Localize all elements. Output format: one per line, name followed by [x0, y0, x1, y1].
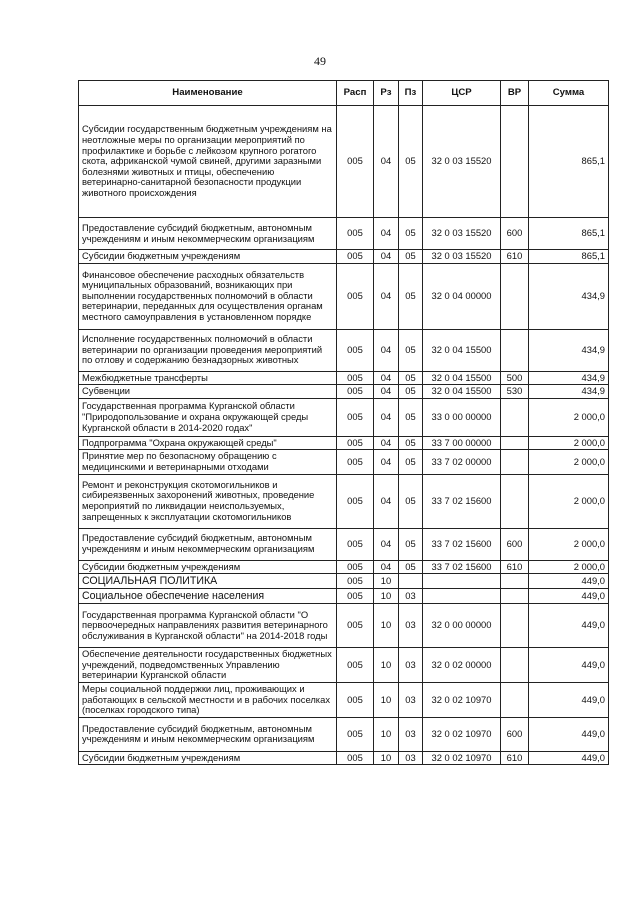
cell-rz: 10	[374, 648, 399, 683]
cell-csr: 32 0 00 00000	[423, 604, 501, 648]
cell-rz: 04	[374, 218, 399, 250]
cell-csr: 32 0 02 00000	[423, 648, 501, 683]
cell-csr: 32 0 04 00000	[423, 263, 501, 329]
cell-rasp: 005	[337, 450, 374, 474]
table-header-row	[79, 81, 609, 106]
cell-rz: 04	[374, 250, 399, 264]
cell-pz: 03	[399, 648, 423, 683]
cell-rz: 04	[374, 329, 399, 371]
cell-rasp: 005	[337, 648, 374, 683]
cell-rz: 04	[374, 398, 399, 436]
header-vr: ВР	[501, 81, 529, 106]
cell-pz	[399, 574, 423, 589]
cell-vr: 600	[501, 218, 529, 250]
cell-pz: 05	[399, 250, 423, 264]
cell-sum: 2 000,0	[529, 560, 609, 574]
cell-csr: 32 0 02 10970	[423, 682, 501, 717]
cell-csr: 32 0 04 15500	[423, 329, 501, 371]
cell-csr: 32 0 02 10970	[423, 717, 501, 751]
table-row	[79, 106, 609, 218]
cell-sum: 434,9	[529, 385, 609, 399]
cell-vr	[501, 450, 529, 474]
cell-csr: 33 7 00 00000	[423, 436, 501, 450]
cell-rz: 10	[374, 574, 399, 589]
cell-csr: 33 7 02 00000	[423, 450, 501, 474]
cell-name: Социальное обеспечение населения	[79, 589, 337, 604]
table-row	[79, 250, 609, 264]
cell-name: Исполнение государственных полномочий в области ветеринарии по организации проведения мероприятий по отлову и содержанию безнадзорных животных	[79, 329, 337, 371]
cell-name: Субсидии бюджетным учреждениям	[79, 751, 337, 765]
cell-rasp: 005	[337, 106, 374, 218]
cell-csr: 32 0 04 15500	[423, 385, 501, 399]
table-row	[79, 218, 609, 250]
cell-rasp: 005	[337, 474, 374, 528]
cell-rasp: 005	[337, 218, 374, 250]
cell-pz: 05	[399, 371, 423, 385]
table-row	[79, 329, 609, 371]
cell-sum: 449,0	[529, 682, 609, 717]
table-row	[79, 474, 609, 528]
cell-rasp: 005	[337, 560, 374, 574]
budget-table	[78, 80, 609, 765]
cell-pz: 05	[399, 329, 423, 371]
header-csr: ЦСР	[423, 81, 501, 106]
table-row	[79, 574, 609, 589]
table-body	[79, 106, 609, 765]
header-name: Наименование	[79, 81, 337, 106]
cell-csr: 32 0 04 15500	[423, 371, 501, 385]
cell-sum: 434,9	[529, 263, 609, 329]
header-sum: Сумма	[529, 81, 609, 106]
cell-sum: 449,0	[529, 648, 609, 683]
cell-sum: 2 000,0	[529, 450, 609, 474]
cell-vr: 610	[501, 560, 529, 574]
cell-rasp: 005	[337, 604, 374, 648]
cell-pz: 05	[399, 528, 423, 560]
cell-vr	[501, 682, 529, 717]
cell-rasp: 005	[337, 751, 374, 765]
cell-pz: 03	[399, 751, 423, 765]
cell-pz: 03	[399, 682, 423, 717]
cell-rz: 10	[374, 717, 399, 751]
cell-rasp: 005	[337, 329, 374, 371]
cell-rz: 10	[374, 751, 399, 765]
table-row	[79, 371, 609, 385]
cell-rz: 10	[374, 682, 399, 717]
table-row	[79, 751, 609, 765]
cell-pz: 05	[399, 474, 423, 528]
table-row	[79, 528, 609, 560]
cell-pz: 05	[399, 398, 423, 436]
cell-pz: 05	[399, 263, 423, 329]
cell-name: Субсидии бюджетным учреждениям	[79, 250, 337, 264]
cell-vr	[501, 106, 529, 218]
cell-name: Ремонт и реконструкция скотомогильников и сибиреязвенных захоронений животных, проведение мероприятий по ликвидации неиспользуемых, запрещенных к эксплуатации скотомогильников	[79, 474, 337, 528]
cell-name: Принятие мер по безопасному обращению с медицинскими и ветеринарными отходами	[79, 450, 337, 474]
cell-rasp: 005	[337, 263, 374, 329]
cell-sum: 865,1	[529, 218, 609, 250]
cell-name: Предоставление субсидий бюджетным, автономным учреждениям и иным некоммерческим организациям	[79, 218, 337, 250]
cell-rz: 04	[374, 450, 399, 474]
cell-csr: 32 0 03 15520	[423, 250, 501, 264]
cell-name: Меры социальной поддержки лиц, проживающих и работающих в сельской местности и в рабочих поселках (поселках городского типа)	[79, 682, 337, 717]
cell-name: Подпрограмма "Охрана окружающей среды"	[79, 436, 337, 450]
table-row	[79, 436, 609, 450]
cell-pz: 03	[399, 717, 423, 751]
cell-vr	[501, 436, 529, 450]
cell-vr	[501, 589, 529, 604]
table-row	[79, 385, 609, 399]
cell-name: Субсидии бюджетным учреждениям	[79, 560, 337, 574]
cell-vr	[501, 604, 529, 648]
table-row	[79, 560, 609, 574]
cell-sum: 2 000,0	[529, 528, 609, 560]
page-number: 49	[314, 54, 326, 68]
cell-name: Финансовое обеспечение расходных обязательств муниципальных образований, возникающих при выполнении государственных полномочий в области ветеринарии, переданных для осуществления органам местного самоуправления в установленном порядке	[79, 263, 337, 329]
cell-rz: 04	[374, 385, 399, 399]
cell-name: Государственная программа Курганской области "Природопользование и охрана окружающей среды Курганской области в 2014-2020 годах"	[79, 398, 337, 436]
cell-csr: 33 7 02 15600	[423, 528, 501, 560]
table-row	[79, 682, 609, 717]
cell-name: Субсидии государственным бюджетным учреждениям на неотложные меры по организации мероприятий по профилактике и борьбе с лейкозом крупного рогатого скота, африканской чумой свиней, другими заразными болезнями животных и птицы, обеспечению ветеринарно-санитарной безопасности продукции животного происхождения	[79, 106, 337, 218]
cell-rasp: 005	[337, 371, 374, 385]
cell-rasp: 005	[337, 398, 374, 436]
cell-name: Субвенции	[79, 385, 337, 399]
cell-csr: 32 0 03 15520	[423, 218, 501, 250]
table-row	[79, 604, 609, 648]
cell-rz: 04	[374, 436, 399, 450]
cell-rz: 04	[374, 263, 399, 329]
table-row	[79, 263, 609, 329]
table-row	[79, 717, 609, 751]
cell-rasp: 005	[337, 574, 374, 589]
cell-csr: 32 0 03 15520	[423, 106, 501, 218]
cell-rz: 04	[374, 371, 399, 385]
cell-pz: 05	[399, 560, 423, 574]
cell-vr	[501, 329, 529, 371]
table-row	[79, 398, 609, 436]
cell-name: Предоставление субсидий бюджетным, автономным учреждениям и иным некоммерческим организациям	[79, 717, 337, 751]
cell-sum: 449,0	[529, 589, 609, 604]
cell-rz: 10	[374, 604, 399, 648]
cell-sum: 449,0	[529, 574, 609, 589]
cell-sum: 449,0	[529, 717, 609, 751]
cell-pz: 05	[399, 218, 423, 250]
table-row	[79, 589, 609, 604]
cell-rz: 04	[374, 474, 399, 528]
cell-csr: 33 0 00 00000	[423, 398, 501, 436]
cell-vr	[501, 648, 529, 683]
cell-sum: 434,9	[529, 371, 609, 385]
cell-sum: 2 000,0	[529, 474, 609, 528]
cell-name: СОЦИАЛЬНАЯ ПОЛИТИКА	[79, 574, 337, 589]
cell-vr	[501, 574, 529, 589]
cell-rasp: 005	[337, 589, 374, 604]
cell-vr: 610	[501, 751, 529, 765]
header-rz: Рз	[374, 81, 399, 106]
cell-sum: 449,0	[529, 751, 609, 765]
cell-vr	[501, 398, 529, 436]
cell-name: Государственная программа Курганской области "О первоочередных направлениях развития ветеринарного обслуживания в Курганской области" на 2014-2018 годы	[79, 604, 337, 648]
cell-vr	[501, 474, 529, 528]
cell-sum: 2 000,0	[529, 436, 609, 450]
cell-csr: 33 7 02 15600	[423, 474, 501, 528]
cell-vr: 600	[501, 717, 529, 751]
header-pz: Пз	[399, 81, 423, 106]
cell-csr	[423, 574, 501, 589]
cell-rasp: 005	[337, 385, 374, 399]
cell-vr: 530	[501, 385, 529, 399]
cell-sum: 865,1	[529, 250, 609, 264]
cell-sum: 449,0	[529, 604, 609, 648]
cell-vr	[501, 263, 529, 329]
cell-name: Межбюджетные трансферты	[79, 371, 337, 385]
cell-pz: 03	[399, 604, 423, 648]
header-rasp: Расп	[337, 81, 374, 106]
cell-csr: 33 7 02 15600	[423, 560, 501, 574]
cell-vr: 600	[501, 528, 529, 560]
cell-sum: 2 000,0	[529, 398, 609, 436]
cell-name: Обеспечение деятельности государственных бюджетных учреждений, подведомственных Управлению ветеринарии Курганской области	[79, 648, 337, 683]
cell-rz: 04	[374, 560, 399, 574]
cell-rasp: 005	[337, 436, 374, 450]
cell-rasp: 005	[337, 250, 374, 264]
cell-pz: 05	[399, 436, 423, 450]
cell-vr: 610	[501, 250, 529, 264]
cell-pz: 05	[399, 385, 423, 399]
cell-rasp: 005	[337, 717, 374, 751]
cell-pz: 03	[399, 589, 423, 604]
cell-rz: 04	[374, 528, 399, 560]
cell-rasp: 005	[337, 528, 374, 560]
table-row	[79, 648, 609, 683]
cell-vr: 500	[501, 371, 529, 385]
table-row	[79, 450, 609, 474]
cell-csr	[423, 589, 501, 604]
cell-pz: 05	[399, 106, 423, 218]
cell-pz: 05	[399, 450, 423, 474]
cell-rasp: 005	[337, 682, 374, 717]
cell-sum: 434,9	[529, 329, 609, 371]
cell-csr: 32 0 02 10970	[423, 751, 501, 765]
cell-name: Предоставление субсидий бюджетным, автономным учреждениям и иным некоммерческим организациям	[79, 528, 337, 560]
cell-rz: 04	[374, 106, 399, 218]
cell-rz: 10	[374, 589, 399, 604]
cell-sum: 865,1	[529, 106, 609, 218]
